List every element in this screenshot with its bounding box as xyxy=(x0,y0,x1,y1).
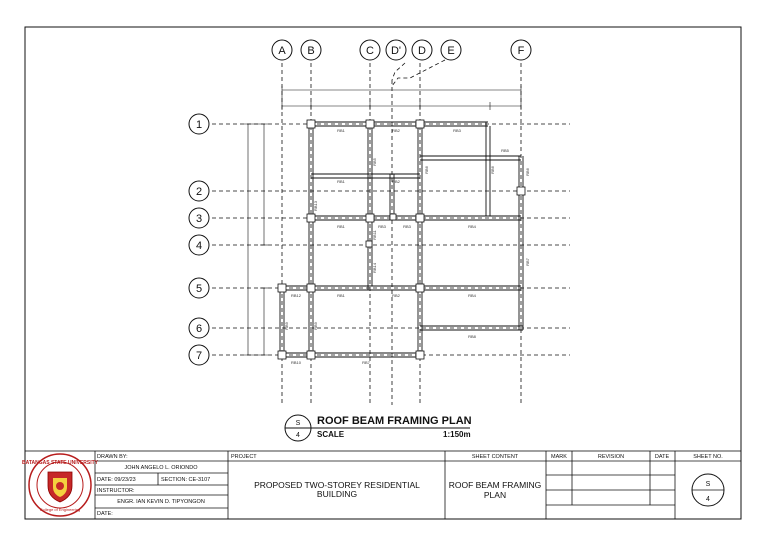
drawing-ref-number: 4 xyxy=(296,432,300,439)
sheet-content-line-1: ROOF BEAM FRAMING xyxy=(448,480,542,490)
beam-label: RB1 xyxy=(337,128,345,133)
grid-label-d-prime: D' xyxy=(390,45,402,57)
scale-value: 1:150m xyxy=(443,430,471,439)
beam-label: RB3 xyxy=(378,224,386,229)
project-name-line-2: BUILDING xyxy=(316,489,358,499)
grid-lines xyxy=(212,63,570,405)
drawing-ref-sheet: S xyxy=(295,420,301,427)
scale-label: SCALE xyxy=(317,430,345,439)
beam-label: RB2 xyxy=(392,293,400,298)
university-seal-logo xyxy=(22,454,99,516)
date2-label: DATE: xyxy=(97,511,113,517)
grid-label-3: 3 xyxy=(195,213,203,225)
sheet-no-label: SHEET NO. xyxy=(693,454,723,460)
beam-label: RB3 xyxy=(453,128,461,133)
beam-label: RB6 xyxy=(525,168,530,176)
beam-label: RB13 xyxy=(313,200,318,212)
sheet-number-bubble xyxy=(692,474,724,506)
grid-label-6: 6 xyxy=(195,323,203,335)
beam-label: RB14 xyxy=(372,262,377,274)
university-name: BATANGAS STATE UNIVERSITY xyxy=(21,460,99,466)
sheet-number: 4 xyxy=(706,496,710,503)
sheet-content-line-2: PLAN xyxy=(483,490,507,500)
date-label: DATE: 09/23/23 xyxy=(97,477,136,483)
drawn-by-label: DRAWN BY: xyxy=(97,454,128,460)
beam-label: RB10 xyxy=(290,360,302,365)
drawn-by-name: JOHN ANGELO L. ORIONDO xyxy=(124,465,198,471)
beam-label: RB4 xyxy=(468,293,476,298)
grid-label-b: B xyxy=(307,45,315,57)
beam-label: RB4 xyxy=(468,224,476,229)
beam-label: RB9 xyxy=(313,322,318,330)
beam-label: RB2 xyxy=(392,128,400,133)
beam-label: RB12 xyxy=(290,293,302,298)
revision-date-label: DATE xyxy=(654,454,670,460)
beam-label: RB9 xyxy=(284,322,289,330)
grid-label-5: 5 xyxy=(195,283,203,295)
beam-label: RB6 xyxy=(424,166,429,174)
grid-label-4: 4 xyxy=(195,240,203,252)
beam-label: RB2 xyxy=(392,179,400,184)
sheet-border xyxy=(25,27,741,519)
revision-label: REVISION xyxy=(597,454,625,460)
grid-line-e xyxy=(392,60,445,86)
sheet-content-label: SHEET CONTENT xyxy=(471,454,519,460)
sheet-letter: S xyxy=(705,481,711,488)
instructor-name: ENGR. IAN KEVIN D. TIPYONGON xyxy=(117,499,205,505)
beam-label: RB1 xyxy=(337,224,345,229)
beam-label: RB6 xyxy=(490,166,495,174)
beam-label: RB8 xyxy=(468,334,476,339)
grid-label-1: 1 xyxy=(195,119,203,131)
instructor-label: INSTRUCTOR: xyxy=(97,488,135,494)
grid-label-e: E xyxy=(447,45,455,57)
beam-label: RB5 xyxy=(372,158,377,166)
grid-label-d: D xyxy=(418,45,426,57)
beam-label: RB5 xyxy=(501,148,509,153)
drawing-title-block xyxy=(285,415,472,441)
college-name: College of Engineering xyxy=(39,507,81,512)
beam-label: RB1 xyxy=(337,179,345,184)
beam-label: RB1 xyxy=(337,293,345,298)
grid-label-2: 2 xyxy=(195,186,203,198)
beams xyxy=(280,122,523,357)
grid-bubbles xyxy=(189,40,531,365)
grid-label-7: 7 xyxy=(195,350,203,362)
grid-label-c: C xyxy=(366,45,374,57)
beam-label: RB3 xyxy=(403,224,411,229)
grid-label-f: F xyxy=(517,45,525,57)
project-name-line-1: PROPOSED TWO-STOREY RESIDENTIAL xyxy=(254,480,420,490)
project-label: PROJECT xyxy=(231,454,257,460)
mark-label: MARK xyxy=(551,454,567,460)
beam-label: RB7 xyxy=(525,258,530,266)
beam-label: RB11 xyxy=(372,230,377,240)
section-label: SECTION: CE-3107 xyxy=(161,477,211,483)
beam-label: RB7 xyxy=(362,360,370,365)
grid-label-a: A xyxy=(278,45,286,57)
drawing-title: ROOF BEAM FRAMING PLAN xyxy=(317,415,472,427)
